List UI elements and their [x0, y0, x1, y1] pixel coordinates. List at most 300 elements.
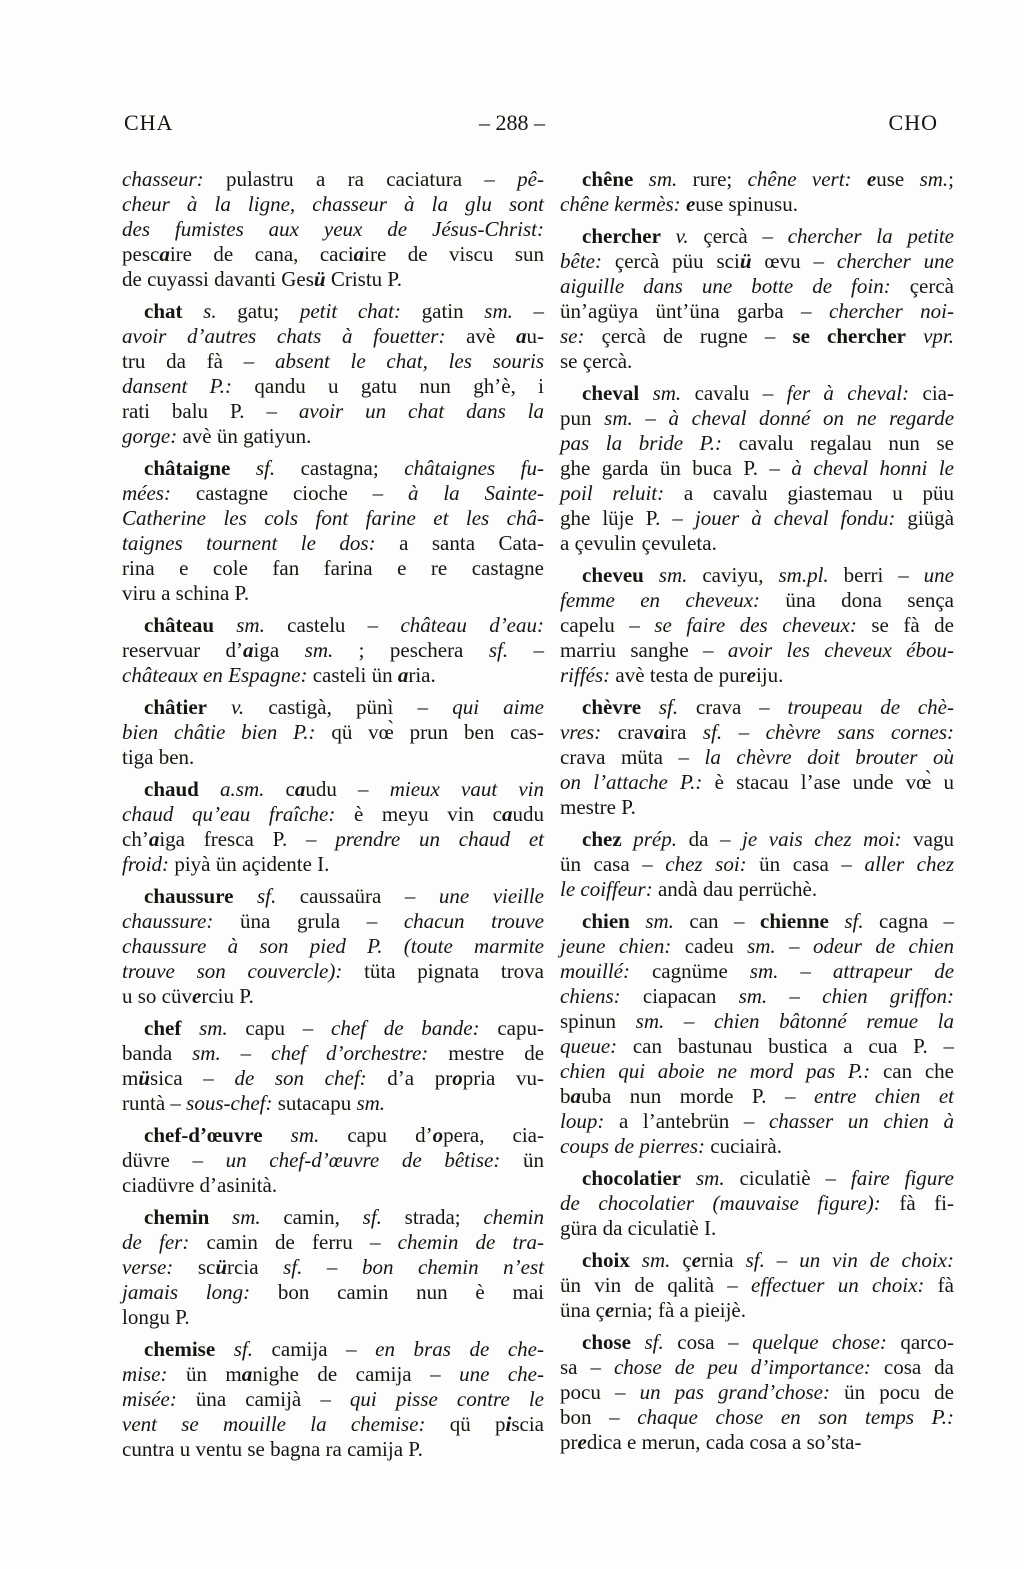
text-segment: pas la bride P.:: [560, 431, 722, 455]
text-segment: üna grula –: [213, 909, 404, 933]
dictionary-entry: [560, 909, 954, 1159]
text-segment: sm.: [629, 1248, 671, 1272]
text-segment: sf.: [641, 695, 679, 719]
text-segment: odeur de chien: [812, 934, 955, 958]
entry-line: [560, 1059, 954, 1084]
text-segment: castagne cioche –: [170, 481, 408, 505]
text-segment: chef d’orchestre:: [271, 1041, 429, 1065]
text-segment: sa –: [560, 1355, 614, 1379]
text-segment: sf.: [828, 909, 864, 933]
entry-line: [560, 827, 954, 852]
text-segment: a: [294, 777, 306, 801]
text-segment: e: [604, 1298, 615, 1322]
text-segment: a: [241, 1362, 253, 1386]
text-segment: châtier: [144, 695, 207, 719]
text-segment: can –: [673, 909, 760, 933]
text-segment: a: [501, 802, 513, 826]
entry-line: [122, 217, 544, 242]
text-segment: pr: [560, 1430, 578, 1454]
text-segment: qü p: [425, 1412, 506, 1436]
text-segment: ria.: [408, 663, 436, 687]
text-segment: un chef-d’œuvre de bêtise:: [225, 1148, 501, 1172]
entry-line: [122, 506, 544, 531]
text-segment: castagna;: [275, 456, 405, 480]
text-segment: tüta pignata trova: [342, 959, 545, 983]
entry-line: [122, 267, 544, 292]
dictionary-entry: [122, 613, 544, 688]
text-segment: rnia; fà a pieijè.: [614, 1298, 746, 1322]
text-segment: viru a schina P.: [122, 581, 250, 605]
entry-line: [122, 242, 544, 267]
text-segment: loup:: [560, 1109, 605, 1133]
text-segment: a: [159, 242, 170, 266]
text-segment: e: [577, 1430, 587, 1454]
text-segment: sc: [173, 1255, 216, 1279]
text-segment: qandu u gatu nun gh’è, i: [232, 374, 544, 398]
text-segment: üna camijà –: [176, 1387, 350, 1411]
text-segment: ü: [739, 249, 752, 273]
text-segment: rciu P.: [201, 984, 254, 1008]
text-segment: v.: [660, 224, 689, 248]
entry-line: [122, 456, 544, 481]
text-segment: mées:: [122, 481, 171, 505]
text-segment: dica e merun, cada cosa a so’sta-: [586, 1430, 862, 1454]
text-segment: caviyu,: [687, 563, 779, 587]
text-segment: ire de viscu sun: [364, 242, 544, 266]
text-segment: verse:: [122, 1255, 174, 1279]
text-segment: chaud qu’eau fraîche:: [122, 802, 336, 826]
text-segment: giügà: [895, 506, 955, 530]
entry-line: [122, 1230, 544, 1255]
text-segment: gatin: [400, 299, 485, 323]
text-segment: sm.: [484, 299, 513, 323]
text-segment: qui aime: [452, 695, 545, 719]
text-segment: nighe de camija –: [252, 1362, 460, 1386]
text-segment: a: [653, 720, 665, 744]
running-head-right: CHO: [888, 110, 938, 135]
entry-line: [122, 984, 544, 1009]
entry-line: [560, 1430, 954, 1455]
entry-line: [122, 695, 544, 720]
dictionary-entry: [122, 456, 544, 606]
text-segment: tiga ben.: [122, 745, 195, 769]
page-header: [0, 110, 1024, 140]
text-segment: ç: [670, 1248, 692, 1272]
text-segment: cosa da: [870, 1355, 955, 1379]
text-segment: a: [353, 242, 365, 266]
text-segment: bon –: [560, 1405, 638, 1429]
text-segment: camin,: [260, 1205, 363, 1229]
text-segment: sm.: [738, 984, 768, 1008]
text-segment: queue:: [560, 1034, 618, 1058]
text-segment: andà dau perrüchè.: [652, 877, 818, 901]
text-segment: jeune chien:: [560, 934, 672, 958]
entry-line: [560, 663, 954, 688]
text-segment: rnia: [700, 1248, 746, 1272]
text-segment: udu –: [305, 777, 390, 801]
text-segment: sm.: [262, 1123, 320, 1147]
text-segment: ghe lüje P. –: [560, 506, 695, 530]
text-segment: chêne kermès:: [560, 192, 681, 216]
text-segment: s.: [182, 299, 217, 323]
text-segment: u so cüv: [122, 984, 192, 1008]
text-segment: –: [764, 1248, 800, 1272]
text-segment: chien griffon:: [822, 984, 954, 1008]
entry-line: [560, 1109, 954, 1134]
entry-line: [122, 1412, 544, 1437]
text-segment: o: [432, 1123, 444, 1147]
text-segment: ü: [313, 267, 326, 291]
entry-line: [122, 1041, 544, 1066]
text-segment: chaussure:: [122, 909, 214, 933]
text-segment: iju.: [755, 663, 784, 687]
text-segment: crav: [601, 720, 654, 744]
text-segment: fà: [924, 1273, 954, 1297]
entry-line: [560, 274, 954, 299]
entry-line: [122, 1255, 544, 1280]
text-segment: ciculatiè –: [724, 1166, 851, 1190]
text-segment: vagu: [901, 827, 954, 851]
text-segment: pulastru a ra caciatura –: [203, 167, 518, 191]
text-segment: cheval: [582, 381, 640, 405]
text-segment: strada;: [381, 1205, 484, 1229]
text-segment: dansent P.:: [122, 374, 233, 398]
text-segment: ira: [664, 720, 703, 744]
text-segment: rati balu P. –: [122, 399, 299, 423]
entry-line: [122, 777, 544, 802]
text-segment: chat: [144, 299, 183, 323]
text-segment: üna ç: [560, 1298, 605, 1322]
entry-line: [560, 299, 954, 324]
text-segment: sf.: [233, 884, 277, 908]
entry-line: [560, 1084, 954, 1109]
text-segment: sm.: [681, 1166, 725, 1190]
text-segment: chef de bande:: [331, 1016, 480, 1040]
text-segment: ghe garda ün buca P. –: [560, 456, 792, 480]
text-segment: cagna –: [863, 909, 954, 933]
text-segment: riffés:: [560, 663, 611, 687]
running-head-left: CHA: [124, 110, 174, 135]
text-segment: scia: [511, 1412, 545, 1436]
entry-line: [560, 1355, 954, 1380]
entry-line: [122, 909, 544, 934]
entry-line: [560, 1380, 954, 1405]
text-segment: sf.: [230, 456, 276, 480]
text-segment: fer à cheval:: [786, 381, 910, 405]
text-segment: je vais chez moi:: [742, 827, 902, 851]
entry-line: [122, 1337, 544, 1362]
text-segment: rcia: [227, 1255, 284, 1279]
entry-line: [560, 249, 954, 274]
text-segment: tru da fà –: [122, 349, 275, 373]
text-segment: ün casa –: [746, 852, 865, 876]
text-segment: troupeau de chè-: [787, 695, 954, 719]
entry-line: [560, 324, 954, 349]
text-segment: une che-: [459, 1362, 544, 1386]
entry-line: [122, 1362, 544, 1387]
text-segment: se fà de: [856, 613, 955, 637]
text-segment: la chèvre doit brouter où: [704, 745, 954, 769]
text-segment: prép.: [621, 827, 677, 851]
text-segment: –: [220, 1041, 272, 1065]
text-segment: avoir d’autres chats à fouetter:: [122, 324, 446, 348]
entry-line: [560, 224, 954, 249]
entry-line: [560, 1034, 954, 1059]
text-segment: a l’antebrün –: [604, 1109, 769, 1133]
text-segment: sm.: [747, 934, 776, 958]
text-segment: chèvre sans cornes:: [765, 720, 954, 744]
text-segment: can che: [870, 1059, 954, 1083]
entry-line: [560, 745, 954, 770]
text-segment: chercher noi-: [828, 299, 954, 323]
text-segment: berri –: [828, 563, 924, 587]
text-segment: avoir un chat dans la: [298, 399, 544, 423]
text-segment: sm.: [635, 1009, 665, 1033]
text-segment: chacun trouve: [403, 909, 544, 933]
dictionary-entry: [560, 167, 954, 217]
text-segment: effectuer un choix:: [751, 1273, 925, 1297]
text-segment: u-: [526, 324, 544, 348]
entry-line: [560, 192, 954, 217]
entry-line: [560, 984, 954, 1009]
dictionary-entry: [560, 827, 954, 902]
text-segment: çercà: [890, 274, 954, 298]
entry-line: [560, 909, 954, 934]
text-segment: use spinusu.: [695, 192, 798, 216]
text-segment: düvre –: [122, 1148, 226, 1172]
text-segment: de cuyassi davanti Ges: [122, 267, 314, 291]
text-segment: sm.pl.: [778, 563, 829, 587]
column-right: [560, 167, 954, 1469]
text-segment: –: [302, 1255, 362, 1279]
text-segment: c: [264, 777, 295, 801]
dictionary-entry: [560, 224, 954, 374]
text-segment: crava –: [678, 695, 788, 719]
text-segment: se chercher: [792, 324, 906, 348]
text-segment: castelu –: [264, 613, 401, 637]
entry-line: [122, 581, 544, 606]
text-segment: iga fresca P. –: [159, 827, 336, 851]
text-segment: ; peschera: [333, 638, 489, 662]
entry-line: [560, 720, 954, 745]
text-segment: –: [632, 406, 669, 430]
text-segment: sutacapu: [272, 1091, 357, 1115]
entry-line: [122, 1123, 544, 1148]
entry-line: [122, 1173, 544, 1198]
text-segment: chien qui aboie ne mord pas P.:: [560, 1059, 871, 1083]
text-segment: sm.: [629, 909, 674, 933]
text-segment: çercà püu sci: [601, 249, 740, 273]
dictionary-entry: [122, 1205, 544, 1330]
text-segment: castigà, pünì –: [244, 695, 453, 719]
text-segment: longu P.: [122, 1305, 190, 1329]
text-segment: bon camin nun è mai: [250, 1280, 544, 1304]
entry-line: [560, 934, 954, 959]
text-segment: e: [691, 1248, 701, 1272]
text-segment: sf.: [488, 638, 509, 662]
text-segment: ü: [138, 1066, 151, 1090]
text-segment: chemin de tra-: [397, 1230, 544, 1254]
dictionary-entry: [122, 1016, 544, 1116]
entry-line: [560, 1216, 954, 1241]
text-segment: capu-: [479, 1016, 544, 1040]
text-segment: on l’attache P.:: [560, 770, 703, 794]
text-segment: se faire des cheveux:: [654, 613, 857, 637]
text-segment: capelu –: [560, 613, 655, 637]
text-segment: sf.: [215, 1337, 253, 1361]
entry-line: [122, 531, 544, 556]
text-segment: de fer:: [122, 1230, 190, 1254]
entry-line: [560, 877, 954, 902]
entry-line: [122, 1280, 544, 1305]
entry-line: [560, 531, 954, 556]
entry-line: [122, 1305, 544, 1330]
text-segment: camija –: [252, 1337, 376, 1361]
text-segment: Cristu P.: [325, 267, 403, 291]
entry-line: [560, 1330, 954, 1355]
text-segment: château d’eau:: [400, 613, 544, 637]
dictionary-entry: [560, 695, 954, 820]
entry-line: [560, 563, 954, 588]
dictionary-entry: [560, 1248, 954, 1323]
text-segment: avè testa de pur: [610, 663, 747, 687]
text-segment: chercher une: [836, 249, 955, 273]
dictionary-entry: [560, 563, 954, 688]
text-segment: trouve son couvercle):: [122, 959, 343, 983]
entry-line: [122, 745, 544, 770]
text-segment: jouer à cheval fondu:: [694, 506, 896, 530]
entry-line: [122, 884, 544, 909]
entry-line: [560, 770, 954, 795]
entry-line: [122, 1016, 544, 1041]
text-segment: ire de cana, caci: [169, 242, 354, 266]
text-segment: casteli ün: [307, 663, 398, 687]
text-segment: ün: [500, 1148, 544, 1172]
text-segment: sm.: [209, 1205, 261, 1229]
text-segment: chemise: [144, 1337, 216, 1361]
text-segment: –: [664, 1009, 714, 1033]
text-segment: chef-d’œuvre: [144, 1123, 263, 1147]
text-segment: entre chien et: [814, 1084, 954, 1108]
text-segment: crava müta –: [560, 745, 705, 769]
text-segment: spinun: [560, 1009, 636, 1033]
text-segment: mestre de: [428, 1041, 545, 1065]
text-segment: –: [778, 959, 833, 983]
text-segment: –: [775, 934, 813, 958]
text-segment: chaud: [144, 777, 199, 801]
text-segment: cia-: [909, 381, 954, 405]
text-segment: se:: [560, 324, 585, 348]
text-segment: banda: [122, 1041, 193, 1065]
text-segment: chien: [582, 909, 630, 933]
entry-line: [560, 1248, 954, 1273]
entry-line: [560, 638, 954, 663]
text-segment: chemin: [144, 1205, 210, 1229]
text-segment: caussaüra –: [276, 884, 439, 908]
text-segment: mestre P.: [560, 795, 636, 819]
text-segment: –: [512, 299, 544, 323]
text-segment: choix: [582, 1248, 630, 1272]
text-segment: ün casa –: [560, 852, 666, 876]
text-segment: a: [570, 1084, 581, 1108]
entry-line: [560, 613, 954, 638]
text-segment: Catherine les cols font farine et les châ-: [122, 506, 544, 530]
entry-line: [560, 381, 954, 406]
entry-line: [122, 638, 544, 663]
text-segment: sm.: [919, 167, 949, 191]
text-segment: pocu –: [560, 1380, 640, 1404]
text-segment: prendre un chaud et: [335, 827, 544, 851]
entry-line: [560, 167, 954, 192]
text-segment: avoir les cheveux ébou-: [727, 638, 954, 662]
text-segment: à cheval donné on ne regarde: [668, 406, 955, 430]
text-segment: froid:: [122, 852, 170, 876]
text-segment: ün’agüya ünt’üna garba –: [560, 299, 829, 323]
text-segment: ün vin de qalità –: [560, 1273, 752, 1297]
entry-line: [560, 1298, 954, 1323]
text-segment: cagnüme: [629, 959, 750, 983]
entry-line: [122, 192, 544, 217]
text-segment: chêne vert:: [747, 167, 852, 191]
entry-line: [122, 1205, 544, 1230]
text-segment: chiens:: [560, 984, 621, 1008]
text-segment: çercà de rugne –: [584, 324, 793, 348]
text-segment: qü vœ̀ prun ben cas-: [315, 720, 544, 744]
text-segment: quelque chose:: [752, 1330, 887, 1354]
text-segment: jamais long:: [122, 1280, 251, 1304]
entry-line: [122, 374, 544, 399]
entry-line: [560, 695, 954, 720]
entry-line: [122, 324, 544, 349]
text-segment: sf.: [702, 720, 723, 744]
text-segment: pun: [560, 406, 605, 430]
entry-line: [122, 802, 544, 827]
dictionary-entry: [122, 1337, 544, 1462]
text-segment: ün m: [167, 1362, 242, 1386]
text-segment: femme en cheveux:: [560, 588, 761, 612]
text-segment: sm.: [356, 1091, 386, 1115]
text-segment: des fumistes aux yeux de Jésus-Christ:: [122, 217, 544, 241]
text-segment: ü: [215, 1255, 228, 1279]
text-segment: cuciairà.: [705, 1134, 782, 1158]
text-segment: chef: [144, 1016, 182, 1040]
text-segment: châtaigne: [144, 456, 231, 480]
text-segment: avè ün gatiyun.: [177, 424, 312, 448]
text-segment: a: [397, 663, 409, 687]
text-segment: reservuar d’: [122, 638, 244, 662]
dictionary-entry: [122, 695, 544, 770]
dictionary-entry: [122, 884, 544, 1009]
text-segment: use: [876, 167, 920, 191]
text-segment: a: [148, 827, 160, 851]
entry-line: [560, 1273, 954, 1298]
text-segment: gorge:: [122, 424, 178, 448]
entry-line: [560, 1191, 954, 1216]
text-segment: bête:: [560, 249, 602, 273]
entry-line: [122, 1066, 544, 1091]
text-segment: attrapeur de: [832, 959, 955, 983]
text-segment: coups de pierres:: [560, 1134, 706, 1158]
text-segment: rina e cole fan farina e re castagne: [122, 556, 544, 580]
entry-line: [560, 1166, 954, 1191]
entry-line: [122, 934, 544, 959]
text-segment: üna dona sença: [760, 588, 954, 612]
text-segment: a: [515, 324, 527, 348]
entry-line: [122, 852, 544, 877]
entry-line: [560, 506, 954, 531]
text-segment: çercà –: [688, 224, 788, 248]
text-segment: capu –: [227, 1016, 332, 1040]
